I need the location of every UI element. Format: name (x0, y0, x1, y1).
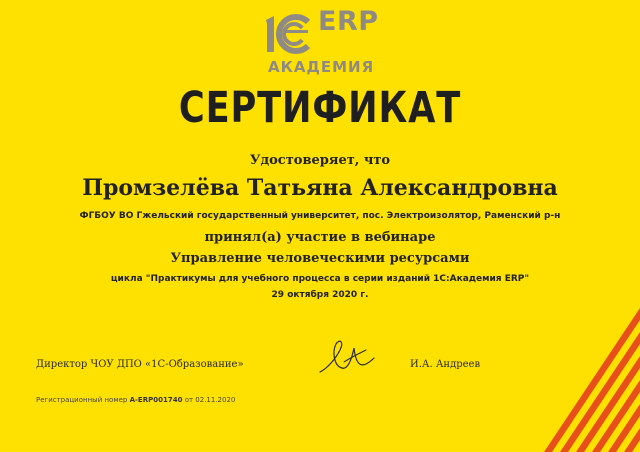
signature-icon (314, 328, 378, 380)
series-cycle: цикла "Практикумы для учебного процесса в серии изданий 1С:Академия ERP" (110, 274, 530, 284)
director-title: Директор ЧОУ ДПО «1С-Образование» (36, 359, 244, 370)
webinar-date: 29 октября 2020 г. (271, 290, 369, 300)
certificate-title: СЕРТИФИКАТ (178, 83, 462, 133)
corner-stripes-decoration (540, 302, 640, 452)
registration-date-prefix: от (184, 396, 194, 404)
recipient-name: Промзелёва Татьяна Александровна (82, 175, 558, 201)
erp-wordmark: ERP (318, 6, 379, 37)
recipient-organization: ФГБОУ ВО Гжельский государственный университет, пос. Электроизолятор, Раменский р-н (79, 211, 561, 221)
registration-info (36, 396, 235, 404)
participation-text: принял(а) участие в вебинаре (204, 230, 436, 245)
registration-date: 02.11.2020 (195, 396, 236, 404)
registration-number: A-ERP001740 (129, 396, 183, 404)
academy-logo (262, 6, 382, 82)
signer-name: И.А. Андреев (410, 359, 481, 370)
academy-wordmark: АКАДЕМИЯ (268, 58, 375, 76)
1c-logo-icon (262, 10, 318, 56)
webinar-title: Управление человеческими ресурсами (170, 251, 470, 266)
certifies-text: Удостоверяет, что (249, 153, 391, 168)
registration-prefix: Регистрационный номер (36, 396, 128, 404)
